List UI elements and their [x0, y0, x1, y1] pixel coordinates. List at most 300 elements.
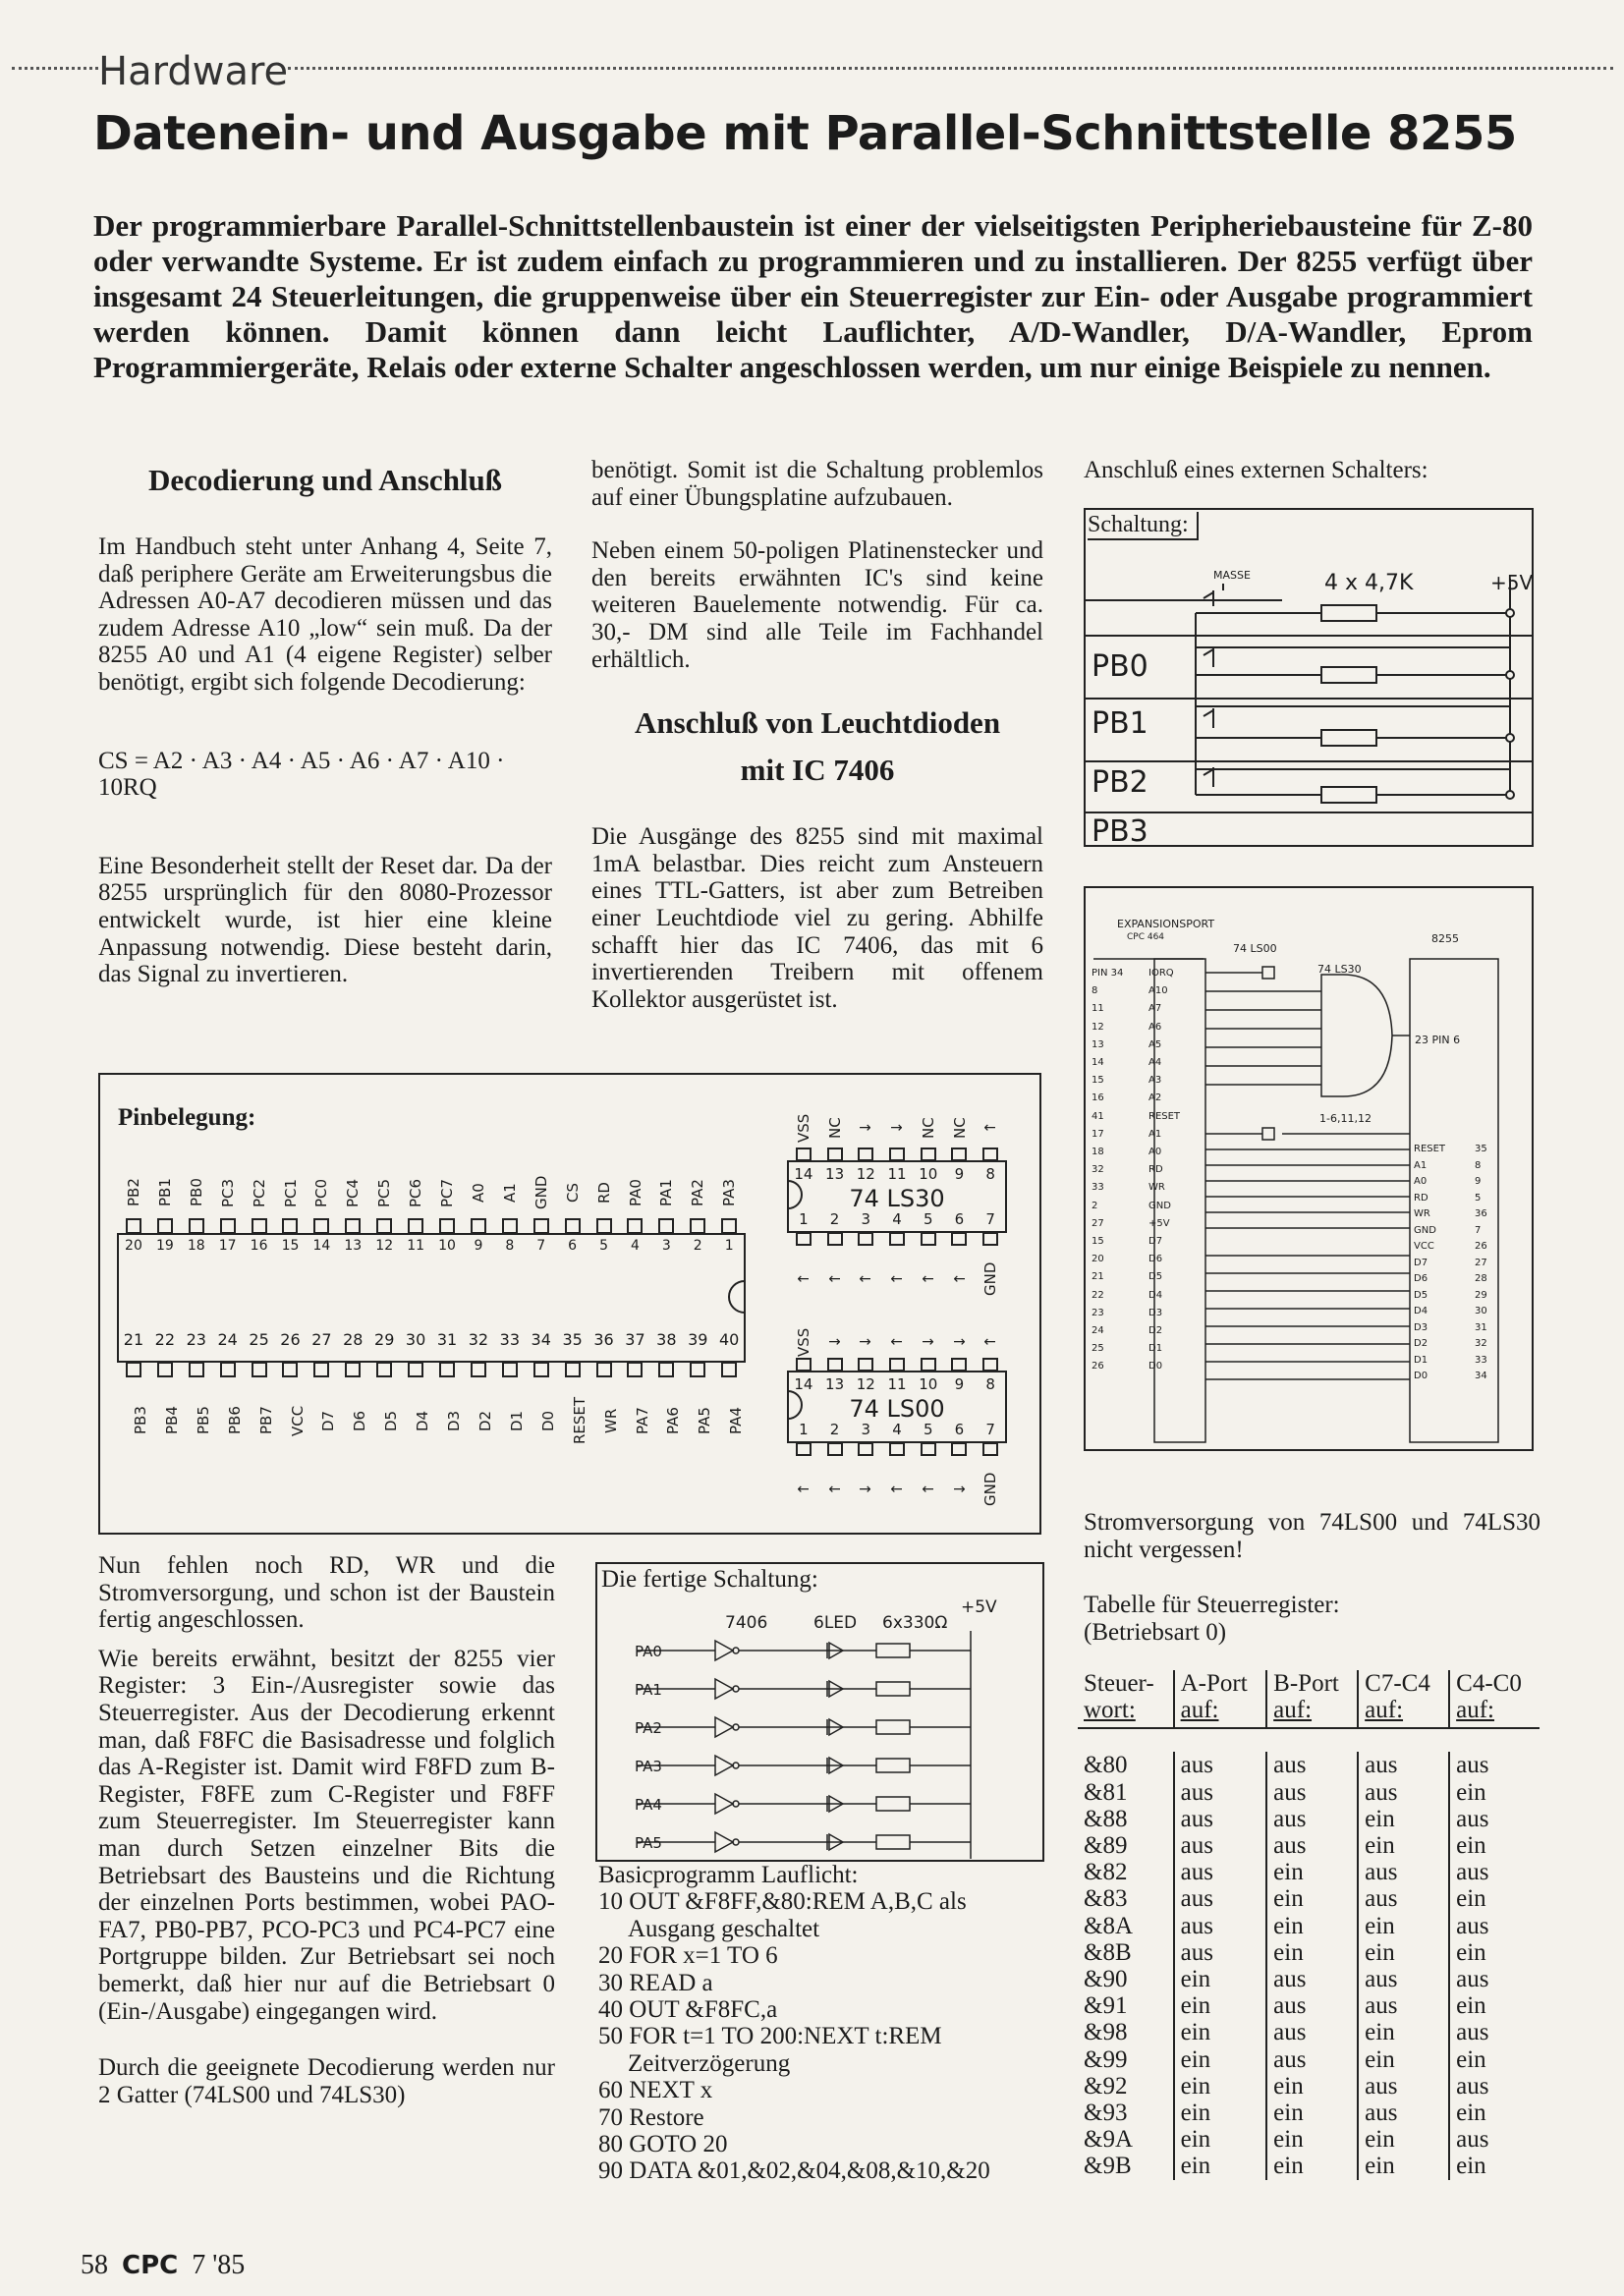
- table-header-line: C4-C0: [1456, 1670, 1522, 1697]
- chip-pin-number: 1: [799, 1421, 809, 1438]
- pin: [944, 1232, 976, 1246]
- pin-names-top: [118, 1169, 745, 1216]
- pin-box: [921, 1148, 936, 1161]
- chip-pin-number: 26: [1475, 1241, 1487, 1252]
- led-port-labels: [635, 1633, 694, 1863]
- pin-box: [951, 1148, 967, 1161]
- table-header-line: wort:: [1084, 1697, 1136, 1724]
- decoder-row: [1092, 1108, 1207, 1126]
- control-register-table: [1078, 1670, 1540, 2180]
- chip-pin-label: ↓: [950, 1335, 969, 1349]
- chip-pin-number: 5: [1475, 1192, 1482, 1204]
- pin: [368, 1362, 400, 1377]
- pin: [431, 1218, 463, 1234]
- pin-name: PC5: [375, 1178, 394, 1207]
- ls30-top-numbers: [788, 1165, 1006, 1183]
- port-pin-number: 23: [1092, 1307, 1104, 1318]
- table-cell: aus: [1358, 2073, 1449, 2100]
- chip-pin-number: 31: [1475, 1321, 1487, 1333]
- chip-pin-number: 4: [892, 1421, 902, 1438]
- pin-number: 15: [281, 1238, 300, 1254]
- table-cell: aus: [1174, 1885, 1267, 1912]
- table-header-line: A-Port: [1180, 1670, 1248, 1697]
- signal-name: A10: [1148, 985, 1168, 997]
- pin: [944, 1442, 976, 1456]
- pin: [913, 1232, 944, 1246]
- chip-pin-number: 9: [954, 1375, 965, 1393]
- pin-number: 4: [630, 1238, 640, 1254]
- magazine-name: CPC: [122, 2251, 179, 2280]
- table-cell: aus: [1266, 1779, 1358, 1806]
- paragraph: Nun fehlen noch RD, WR und die Stromversorgung, und schon ist der Baustein fertig angeschlossen.: [98, 1552, 555, 1634]
- port-pin-number: 18: [1092, 1147, 1104, 1158]
- pin-name: RD: [594, 1182, 613, 1204]
- table-cell: &98: [1084, 2019, 1128, 2046]
- article-title: Datenein- und Ausgabe mit Parallel-Schnittstelle 8255: [93, 106, 1517, 161]
- ls30-pins-top: [788, 1148, 1006, 1161]
- table-cell: &80: [1084, 1752, 1128, 1779]
- decoder-row: [1092, 1179, 1207, 1197]
- table-cell: aus: [1174, 1832, 1267, 1859]
- table-cell: aus: [1266, 2046, 1358, 2073]
- pin: [306, 1218, 337, 1234]
- pin-box: [982, 1232, 998, 1246]
- pin-name: A1: [500, 1183, 519, 1203]
- pin: [149, 1362, 181, 1377]
- chip-pin-number: 7: [985, 1421, 995, 1438]
- pin-name: PA5: [696, 1407, 714, 1434]
- pin-name: A0: [469, 1183, 487, 1203]
- table-cell: aus: [1174, 1752, 1267, 1778]
- pin: [650, 1218, 682, 1234]
- signal-name: RESET: [1414, 1144, 1446, 1154]
- chip-pin-label: ↓: [888, 1121, 907, 1135]
- pin-number: 5: [599, 1238, 608, 1254]
- switch-circuit-box: [1084, 508, 1534, 847]
- pin-box: [889, 1442, 905, 1456]
- decoder-row: [1092, 1126, 1207, 1144]
- pins-top: [118, 1218, 745, 1234]
- pin: [819, 1358, 851, 1372]
- pin-box: [596, 1362, 612, 1377]
- decoder-right-rows: [1414, 1142, 1527, 1385]
- pin-box: [533, 1362, 549, 1377]
- table-cell: ein: [1358, 2153, 1449, 2179]
- pin-name: PC1: [281, 1178, 300, 1207]
- table-row: [1078, 2073, 1540, 2100]
- pin-number: 17: [218, 1238, 237, 1254]
- table-cell: aus: [1449, 1966, 1540, 1992]
- signal-name: D3: [1414, 1321, 1428, 1333]
- port-pin-number: 17: [1092, 1128, 1104, 1140]
- pin-box: [889, 1232, 905, 1246]
- table-row: [1078, 1966, 1540, 1992]
- decoder-row: [1092, 1305, 1207, 1322]
- table-cell: ein: [1266, 2126, 1358, 2153]
- pin-box: [157, 1362, 173, 1377]
- table-cell: ein: [1449, 1885, 1540, 1912]
- table-cell: aus: [1266, 2019, 1358, 2045]
- port-label: PB0: [1092, 649, 1148, 684]
- program-line: 70 Restore: [598, 2103, 704, 2131]
- decoder-row: [1092, 1287, 1207, 1305]
- table-cell: ein: [1266, 1859, 1358, 1885]
- chip-pin-label: ↓: [950, 1483, 969, 1496]
- pin: [463, 1362, 494, 1377]
- pin-box: [827, 1148, 843, 1161]
- pin: [118, 1362, 149, 1377]
- signal-name: IORQ: [1148, 968, 1174, 979]
- port-pin-number: 25: [1092, 1343, 1104, 1355]
- chip-pin-label: ↑: [825, 1483, 844, 1496]
- pin-box: [658, 1218, 674, 1234]
- table-caption-2: (Betriebsart 0): [1084, 1618, 1227, 1646]
- signal-name: A4: [1148, 1057, 1162, 1069]
- pin-box: [126, 1362, 141, 1377]
- pin-box: [252, 1362, 267, 1377]
- pin-box: [345, 1218, 361, 1234]
- pin: [588, 1362, 620, 1377]
- signal-name: D7: [1414, 1257, 1428, 1268]
- pin-number: 24: [217, 1330, 238, 1349]
- table-cell: ein: [1174, 2019, 1267, 2045]
- pin-box: [282, 1362, 298, 1377]
- pin: [682, 1218, 713, 1234]
- vcc-label: +5V: [1490, 571, 1534, 594]
- led-port-label: PA1: [635, 1681, 662, 1699]
- table-cell: &8B: [1084, 1938, 1132, 1966]
- pin-name: PC3: [218, 1178, 237, 1207]
- pin-box: [189, 1362, 204, 1377]
- table-header-line: auf:: [1365, 1697, 1404, 1724]
- pin-number: 37: [625, 1330, 645, 1349]
- pin-box: [827, 1358, 843, 1372]
- pin-numbers-bottom: [118, 1330, 745, 1349]
- table-header-line: auf:: [1456, 1697, 1495, 1724]
- chip-pin-number: 5: [923, 1421, 933, 1438]
- pin: [620, 1218, 651, 1234]
- table-caption: [1084, 1592, 1540, 1646]
- pin-box: [858, 1358, 873, 1372]
- chip-pin-number: 36: [1475, 1208, 1487, 1219]
- inverter-symbol: [715, 1641, 733, 1660]
- table-header-line: Steuer-: [1084, 1670, 1154, 1697]
- pin-box: [502, 1362, 518, 1377]
- chip-pin-number: 6: [954, 1210, 965, 1228]
- pin: [850, 1358, 881, 1372]
- pin: [463, 1218, 494, 1234]
- pin: [975, 1358, 1006, 1372]
- inputs-label: 1-6,11,12: [1319, 1112, 1372, 1125]
- pin-name: RESET: [570, 1396, 588, 1445]
- pin: [494, 1362, 526, 1377]
- pin-box: [252, 1218, 267, 1234]
- pin: [526, 1362, 557, 1377]
- chip-pin-number: 10: [919, 1165, 938, 1183]
- pin-number: 35: [562, 1330, 583, 1349]
- pin: [713, 1218, 745, 1234]
- paragraph: Eine Besonderheit stellt der Reset dar. Da der 8255 ursprünglich für den 8080-Prozessor entwickelt wurde, ist hier eine kleine Anpassung notwendig. Diese besteht darin, das Signal zu invertieren.: [98, 852, 552, 988]
- pin-box: [471, 1362, 486, 1377]
- led-vcc-label: +5V: [961, 1597, 997, 1617]
- table-cell: &82: [1084, 1859, 1128, 1886]
- pin-name: PA3: [720, 1179, 739, 1206]
- table-cell: ein: [1174, 2126, 1267, 2153]
- pinout-box: [98, 1073, 1041, 1535]
- table-cell: aus: [1266, 1832, 1358, 1859]
- led-port-label: PA5: [635, 1834, 662, 1852]
- pin-box: [796, 1232, 812, 1246]
- pin-number: 8: [505, 1238, 515, 1254]
- port-pin-number: 12: [1092, 1021, 1104, 1033]
- program-line: 90 DATA &01,&02,&04,&08,&10,&20: [598, 2157, 990, 2185]
- pin-box: [189, 1218, 204, 1234]
- table-cell: ein: [1358, 2046, 1449, 2073]
- chip-pin-number: 7: [1475, 1224, 1482, 1236]
- decoder-row: [1092, 982, 1207, 1000]
- pin: [368, 1218, 400, 1234]
- decoder-left-rows: [1092, 965, 1207, 1376]
- port-pin-number: 14: [1092, 1057, 1104, 1069]
- table-header: [1266, 1670, 1358, 1728]
- table-row: [1078, 2126, 1540, 2153]
- cpc-label: CPC 464: [1127, 932, 1165, 942]
- chip-pin-number: 13: [825, 1165, 845, 1183]
- table-cell: ein: [1449, 1779, 1540, 1806]
- chip-pin-label: ↑: [857, 1272, 875, 1286]
- table-cell: ein: [1266, 2100, 1358, 2126]
- port-label: PB1: [1092, 706, 1148, 741]
- decoder-row: [1414, 1336, 1527, 1353]
- pin-box: [982, 1148, 998, 1161]
- chip-pin-number: 7: [985, 1210, 995, 1228]
- pin-number: 13: [344, 1238, 363, 1254]
- decoder-row: [1092, 1090, 1207, 1107]
- program-line: 60 NEXT x: [598, 2077, 713, 2104]
- decoder-row: [1092, 1233, 1207, 1251]
- table-cell: aus: [1358, 1779, 1449, 1806]
- pin-number: 38: [656, 1330, 677, 1349]
- port-pin-number: 26: [1092, 1361, 1104, 1372]
- table-caption-1: Tabelle für Steuerregister:: [1084, 1592, 1340, 1618]
- table-cell: &83: [1084, 1885, 1128, 1913]
- pin-box: [858, 1232, 873, 1246]
- table-cell: ein: [1266, 2073, 1358, 2100]
- chip-pin-label: ↑: [794, 1483, 812, 1496]
- pin-number: 3: [661, 1238, 671, 1254]
- chip-pin-number: 35: [1475, 1144, 1487, 1154]
- pin: [212, 1218, 244, 1234]
- paragraph: Durch die geeignete Decodierung werden nur 2 Gatter (74LS00 und 74LS30): [98, 2054, 555, 2108]
- pin-name: PA4: [727, 1407, 746, 1434]
- program-line: 40 OUT &F8FC,a: [598, 1996, 778, 2024]
- table-cell: ein: [1358, 1832, 1449, 1859]
- table-cell: &88: [1084, 1805, 1128, 1832]
- decoder-row: [1414, 1256, 1527, 1272]
- pin-box: [282, 1218, 298, 1234]
- pin: [975, 1148, 1006, 1161]
- pin: [400, 1362, 431, 1377]
- signal-name: D2: [1148, 1325, 1163, 1337]
- pin-name: WR: [601, 1408, 620, 1433]
- pin-box: [796, 1358, 812, 1372]
- pin-number: 1: [724, 1238, 734, 1254]
- pin: [913, 1358, 944, 1372]
- pin-name: PB1: [155, 1178, 174, 1207]
- pin-box: [408, 1218, 423, 1234]
- table-cell: aus: [1449, 2073, 1540, 2100]
- chip-pin-label: VSS: [794, 1327, 812, 1357]
- column-2-top: [591, 457, 1043, 1039]
- table-cell: ein: [1266, 2153, 1358, 2179]
- pin-number: 12: [375, 1238, 394, 1254]
- chip-pin-label: ↑: [981, 1335, 1000, 1349]
- table-cell: ein: [1174, 2046, 1267, 2073]
- decoder-row: [1092, 1198, 1207, 1215]
- basic-program: [598, 1862, 1050, 2185]
- power-note: Stromversorgung von 74LS00 und 74LS30 nicht vergessen!: [1084, 1509, 1540, 1563]
- ls30-pins-bottom: [788, 1232, 1006, 1246]
- pin-names-bottom: [118, 1381, 745, 1460]
- chip-pin-number: 11: [887, 1165, 907, 1183]
- inverter-symbol: [715, 1679, 733, 1699]
- paragraph: Im Handbuch steht unter Anhang 4, Seite 7, daß periphere Geräte am Erweiterungsbus die Adressen A0-A7 decodieren müssen und das zudem Adresse A10 „low“ sein muß. Da der 8255 A0 und A1 (4 eigene Register) selber benötigt, ergibt sich folgende Decodierung:: [98, 533, 552, 696]
- decoder-row: [1414, 1353, 1527, 1370]
- chip-pin-label: ↑: [888, 1483, 907, 1496]
- program-line: 10 OUT &F8FF,&80:REM A,B,C als: [598, 1888, 967, 1916]
- switch-schematic: [1086, 510, 1532, 845]
- table-cell: ein: [1174, 2153, 1267, 2179]
- chip-pin-label: ↓: [857, 1335, 875, 1349]
- register-table: [1078, 1670, 1540, 2180]
- pin: [975, 1232, 1006, 1246]
- switch-caption: Anschluß eines externen Schalters:: [1084, 457, 1428, 483]
- table-row: [1078, 1779, 1540, 1806]
- table-cell: &91: [1084, 1992, 1128, 2020]
- table-cell: &9B: [1084, 2153, 1132, 2180]
- heading-decodierung: Decodierung und Anschluß: [147, 463, 503, 497]
- table-cell: aus: [1449, 2019, 1540, 2045]
- pin-box: [721, 1362, 737, 1377]
- chip-pin-number: 28: [1475, 1273, 1487, 1284]
- pin-number: 9: [474, 1238, 483, 1254]
- signal-name: D6: [1414, 1273, 1428, 1284]
- chip-pin-label: ↑: [888, 1272, 907, 1286]
- pin-box: [796, 1442, 812, 1456]
- ls30-name: 74 LS30: [849, 1185, 945, 1212]
- section-dots-left: [12, 67, 98, 70]
- table-cell: &89: [1084, 1832, 1128, 1860]
- pin: [212, 1362, 244, 1377]
- pin-box: [721, 1218, 737, 1234]
- pin: [819, 1442, 851, 1456]
- chip-pin-number: 8: [1475, 1159, 1482, 1171]
- chip-pin-number: 9: [1475, 1176, 1482, 1187]
- inverter-symbol: [715, 1794, 733, 1814]
- table-cell: &81: [1084, 1778, 1128, 1806]
- pin-name: PC6: [407, 1178, 425, 1207]
- port-pin-number: 11: [1092, 1003, 1104, 1015]
- pin: [400, 1218, 431, 1234]
- pin: [713, 1362, 745, 1377]
- table-row: [1078, 1939, 1540, 1966]
- resistor-symbol: [876, 1835, 910, 1849]
- decoder-row: [1092, 1215, 1207, 1233]
- chip-pin-number: 2: [829, 1210, 840, 1228]
- pin-box: [376, 1362, 392, 1377]
- section-dots-right: [288, 67, 1613, 70]
- pin-number: 23: [186, 1330, 206, 1349]
- pin-name: PC7: [438, 1178, 457, 1207]
- signal-name: WR: [1414, 1208, 1430, 1219]
- paragraph: Wie bereits erwähnt, besitzt der 8255 vier Register: 3 Ein-/Ausregister sowie das Steuerregister. Aus der Decodierung erkennt man, daß F8FC die Basisadresse und folglich das A-Register ist. Damit wird F8FD zum B-Register, F8FE zum C-Register und F8FF zum Steuerregister. Im Steuerregister kann man durch Setzen einzelner Bits die Betriebsart des Bausteins und die Richtung der einzelnen Ports bestimmen, wobei PAO-FA7, PB0-PB7, PCO-PC3 und PC4-PC7 eine Portgruppe bilden. Zur Betriebsart sei noch bemerkt, daß hier nur auf die Betriebsart 0 (Ein-/Ausgabe) eingegangen wird.: [98, 1645, 555, 2025]
- table-cell: ein: [1174, 2073, 1267, 2100]
- ls30-top-labels: [788, 1110, 1006, 1146]
- pin-name: GND: [532, 1175, 550, 1210]
- pin-name: PB6: [225, 1406, 244, 1435]
- pin-name: D6: [351, 1410, 369, 1431]
- pin: [557, 1218, 588, 1234]
- signal-name: A0: [1414, 1176, 1428, 1187]
- pin-number: 29: [374, 1330, 395, 1349]
- resistor-symbol: [876, 1759, 910, 1772]
- chip-pin-label: ↑: [981, 1121, 1000, 1135]
- pin-name: PB4: [162, 1406, 181, 1435]
- chip-pin-number: 13: [825, 1375, 845, 1393]
- pin-number: 7: [536, 1238, 546, 1254]
- pin-box: [439, 1218, 455, 1234]
- chip-pin-number: 8: [985, 1165, 995, 1183]
- pin: [494, 1218, 526, 1234]
- table-header-line: C7-C4: [1365, 1670, 1430, 1697]
- signal-name: GND: [1148, 1200, 1171, 1211]
- pin-box: [951, 1442, 967, 1456]
- table-row: [1078, 2019, 1540, 2045]
- pin-name: PC2: [250, 1178, 268, 1207]
- pin-box: [220, 1362, 236, 1377]
- page-number: 58: [81, 2250, 108, 2280]
- pin6-label: 23 PIN 6: [1415, 1034, 1461, 1046]
- pin-box: [982, 1358, 998, 1372]
- table-cell: aus: [1449, 1913, 1540, 1939]
- table-row: [1078, 1913, 1540, 1939]
- chip-8255-label: 8255: [1431, 932, 1459, 945]
- pin-number: 21: [123, 1330, 144, 1349]
- pin-name: PA0: [626, 1179, 644, 1206]
- table-row: [1078, 2153, 1540, 2179]
- signal-name: D4: [1414, 1306, 1428, 1316]
- issue: 7 '85: [192, 2250, 246, 2280]
- signal-name: D0: [1414, 1371, 1428, 1381]
- pin-box: [858, 1442, 873, 1456]
- section-tag: [12, 49, 1613, 94]
- port-pin-number: 16: [1092, 1092, 1104, 1104]
- chip-pin-number: 33: [1475, 1354, 1487, 1366]
- signal-name: A2: [1148, 1092, 1162, 1104]
- pin-box: [921, 1358, 936, 1372]
- table-cell: aus: [1174, 1939, 1267, 1966]
- pin-box: [533, 1218, 549, 1234]
- pin: [944, 1358, 976, 1372]
- pin-box: [157, 1218, 173, 1234]
- resistor-symbol: [876, 1644, 910, 1657]
- program-line: 20 FOR x=1 TO 6: [598, 1942, 778, 1970]
- pin-number: 6: [568, 1238, 578, 1254]
- chip-pin-number: 10: [919, 1375, 938, 1393]
- port-pin-number: 15: [1092, 1236, 1104, 1248]
- pin: [275, 1362, 307, 1377]
- chip-pin-label: NC: [919, 1117, 937, 1139]
